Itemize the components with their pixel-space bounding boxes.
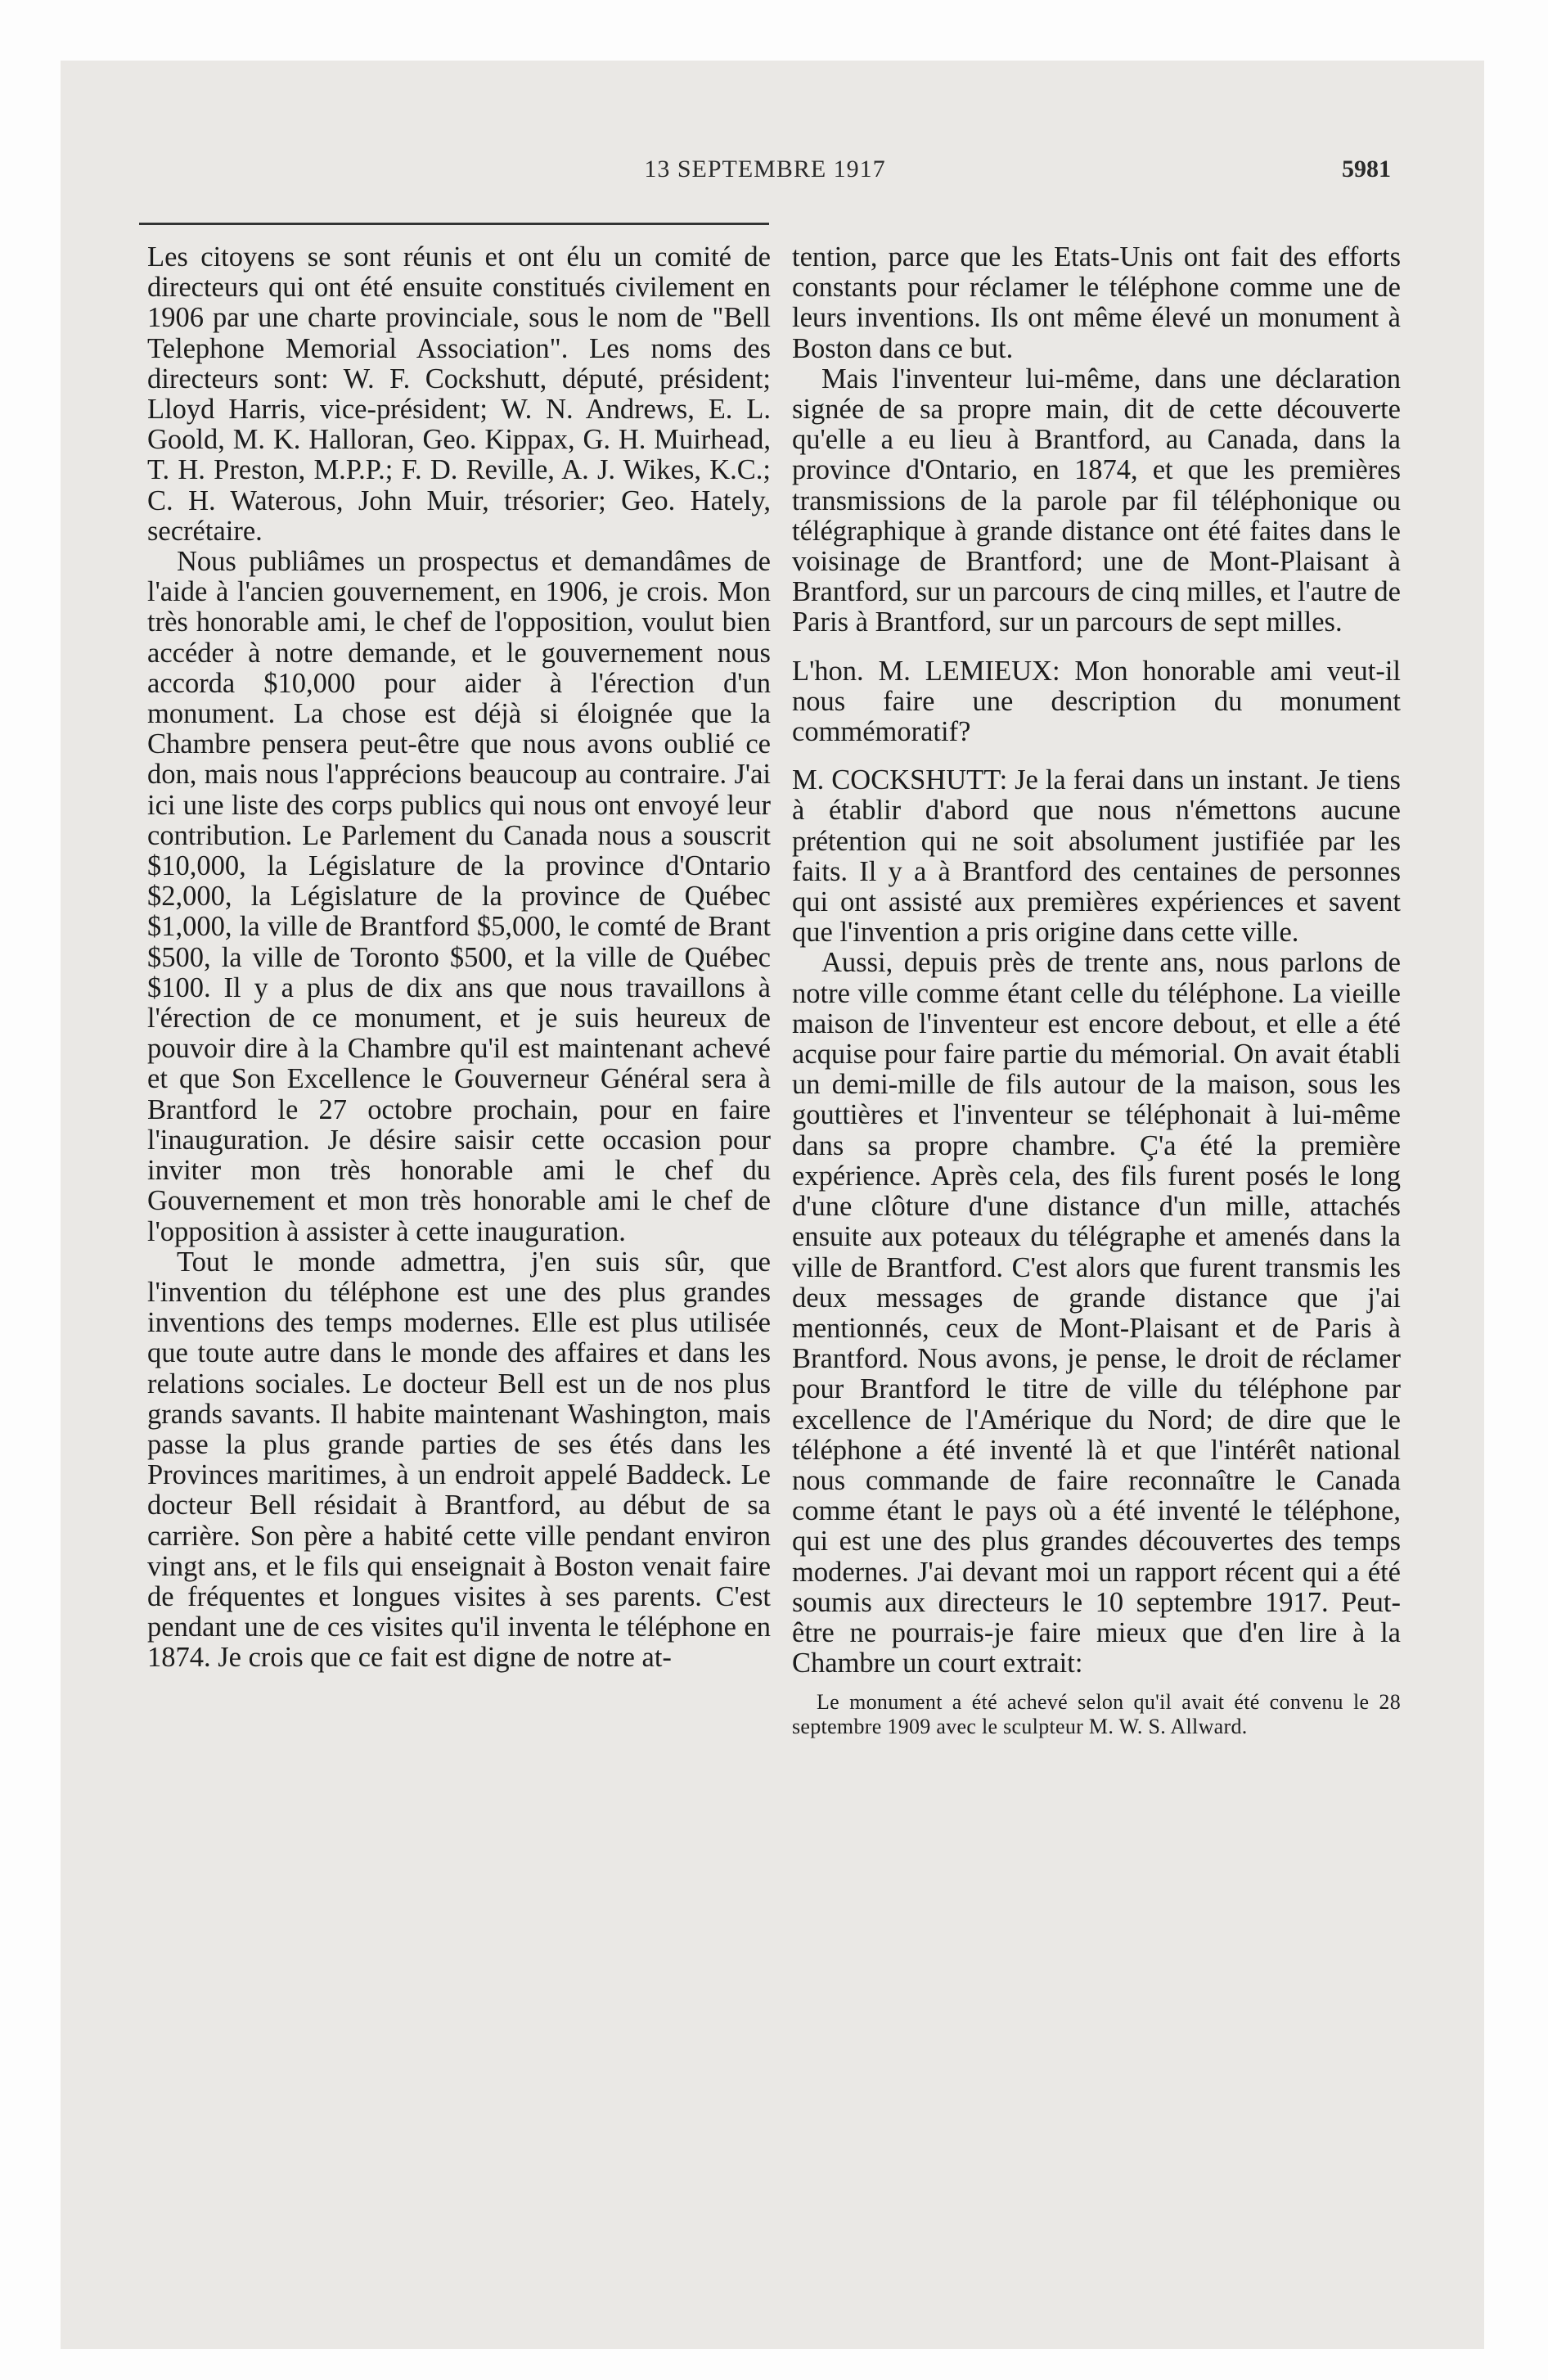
paragraph-prospectus: Nous publiâmes un prospectus et demandâmes de l'aide à l'ancien gouvernement, en 1906, je crois. Mon très honorable ami, le chef de l'opposition, voulut bien accéder à notre demande, et le gouvernement nous accorda $10,000 pour aider à l'érection d'un monument. La chose est déjà si éloignée que la Chambre pensera peut-être que nous avons oublié ce don, mais nous l'apprécions beaucoup au contraire. J'ai ici une liste des corps publics qui nous ont envoyé leur contribution. Le Parlement du Canada nous a souscrit $10,000, la Législature de la province d'Ontario $2,000, la Législature de la province de Québec $1,000, la ville de Brantford $5,000, le comté de Brant $500, la ville de Toronto $500, et la ville de Québec $100. Il y a plus de dix ans que nous travaillons à l'érection de ce monument, et je suis heureux de pouvoir dire à la Chambre qu'il est maintenant achevé et que Son Excellence le Gouverneur Général sera à Brantford le 27 octobre prochain, pour en faire l'inauguration. Je désire saisir cette occasion pour inviter mon très honorable ami le chef du Gouvernement et mon très honorable ami le chef de l'opposition à assister à cette inauguration.: [147, 546, 771, 1247]
paragraph-cockshutt: M. COCKSHUTT: Je la ferai dans un instant. Je tiens à établir d'abord que nous n'émettons aucune prétention qui ne soit absolument justifiée par les faits. Il y a à Brantford des centaines de personnes qui ont assisté aux premières expériences et savent que l'invention a pris origine dans cette ville.: [792, 764, 1401, 949]
header-rule: [139, 223, 769, 225]
paragraph-lemieux: L'hon. M. LEMIEUX: Mon honorable ami veut-il nous faire une description du monument commémoratif?: [792, 655, 1401, 748]
header-date: 13 SEPTEMBRE 1917: [644, 156, 886, 183]
paragraph-inventor-declaration: Mais l'inventeur lui-même, dans une déclaration signée de sa propre main, dit de cette découverte qu'elle a eu lieu à Brantford, au Canada, dans la province d'Ontario, en 1874, et que les premières transmissions de la parole par fil téléphonique ou télégraphique à grande distance ont été faites dans le voisinage de Brantford; une de Mont-Plaisant à Brantford, sur un parcours de cinq milles, et l'autre de Paris à Brantford, sur un parcours de sept milles.: [792, 363, 1401, 638]
quoted-report-extract: Le monument a été achevé selon qu'il avait été convenu le 28 septembre 1909 avec le sculpteur M. W. S. Allward.: [792, 1690, 1401, 1739]
page-number: 5981: [1342, 156, 1391, 183]
right-column: [792, 242, 1401, 1739]
paragraph-telephone-city: Aussi, depuis près de trente ans, nous parlons de notre ville comme étant celle du téléphone. La vieille maison de l'inventeur est encore debout, et elle a été acquise pour faire partie du mémorial. On avait établi un demi-mille de fils autour de la maison, sous les gouttières et l'inventeur se téléphonait à lui-même dans sa propre chambre. Ç'a été la première expérience. Après cela, des fils furent posés le long d'une clôture d'une distance d'un mille, attachés ensuite aux poteaux du télégraphe et amenés dans la ville de Brantford. C'est alors que furent transmis les deux messages de grande distance que j'ai mentionnés, ceux de Mont-Plaisant et de Paris à Brantford. Nous avons, je pense, le droit de réclamer pour Brantford le titre de ville du téléphone par excellence de l'Amérique du Nord; de dire que le téléphone a été inventé là et que l'intérêt national nous commande de faire reconnaître le Canada comme étant le pays où a été inventé le téléphone, qui est une des plus grandes découvertes des temps modernes. J'ai devant moi un rapport récent qui a été soumis aux directeurs le 10 septembre 1917. Peut-être ne pourrais-je faire mieux que d'en lire à la Chambre un court extrait:: [792, 947, 1401, 1679]
paragraph-directors: Les citoyens se sont réunis et ont élu un comité de directeurs qui ont été ensuite constitués civilement en 1906 par une charte provinciale, sous le nom de "Bell Telephone Memorial Association". Les noms des directeurs sont: W. F. Cockshutt, député, président; Lloyd Harris, vice-président; W. N. Andrews, E. L. Goold, M. K. Halloran, Geo. Kippax, G. H. Muirhead, T. H. Preston, M.P.P.; F. D. Reville, A. J. Wikes, K.C.; C. H. Waterous, John Muir, trésorier; Geo. Hately, secrétaire.: [147, 241, 771, 547]
paragraph-invention: Tout le monde admettra, j'en suis sûr, que l'invention du téléphone est une des plus grandes inventions des temps modernes. Elle est plus utilisée que toute autre dans le monde des affaires et dans les relations sociales. Le docteur Bell est un de nos plus grands savants. Il habite maintenant Washington, mais passe la plus grande parties de ses étés dans les Provinces maritimes, à un endroit appelé Baddeck. Le docteur Bell résidait à Brantford, au début de sa carrière. Son père a habité cette ville pendant environ vingt ans, et le fils qui enseignait à Boston venait faire de fréquentes et longues visites à ses parents. C'est pendant une de ces visites qu'il inventa le téléphone en 1874. Je crois que ce fait est digne de notre at-: [147, 1246, 771, 1674]
paragraph-continuation: tention, parce que les Etats-Unis ont fait des efforts constants pour réclamer le téléphone comme une de leurs inventions. Ils ont même élevé un monument à Boston dans ce but.: [792, 241, 1401, 364]
left-column: [147, 242, 771, 1674]
page-header: [139, 156, 1391, 192]
